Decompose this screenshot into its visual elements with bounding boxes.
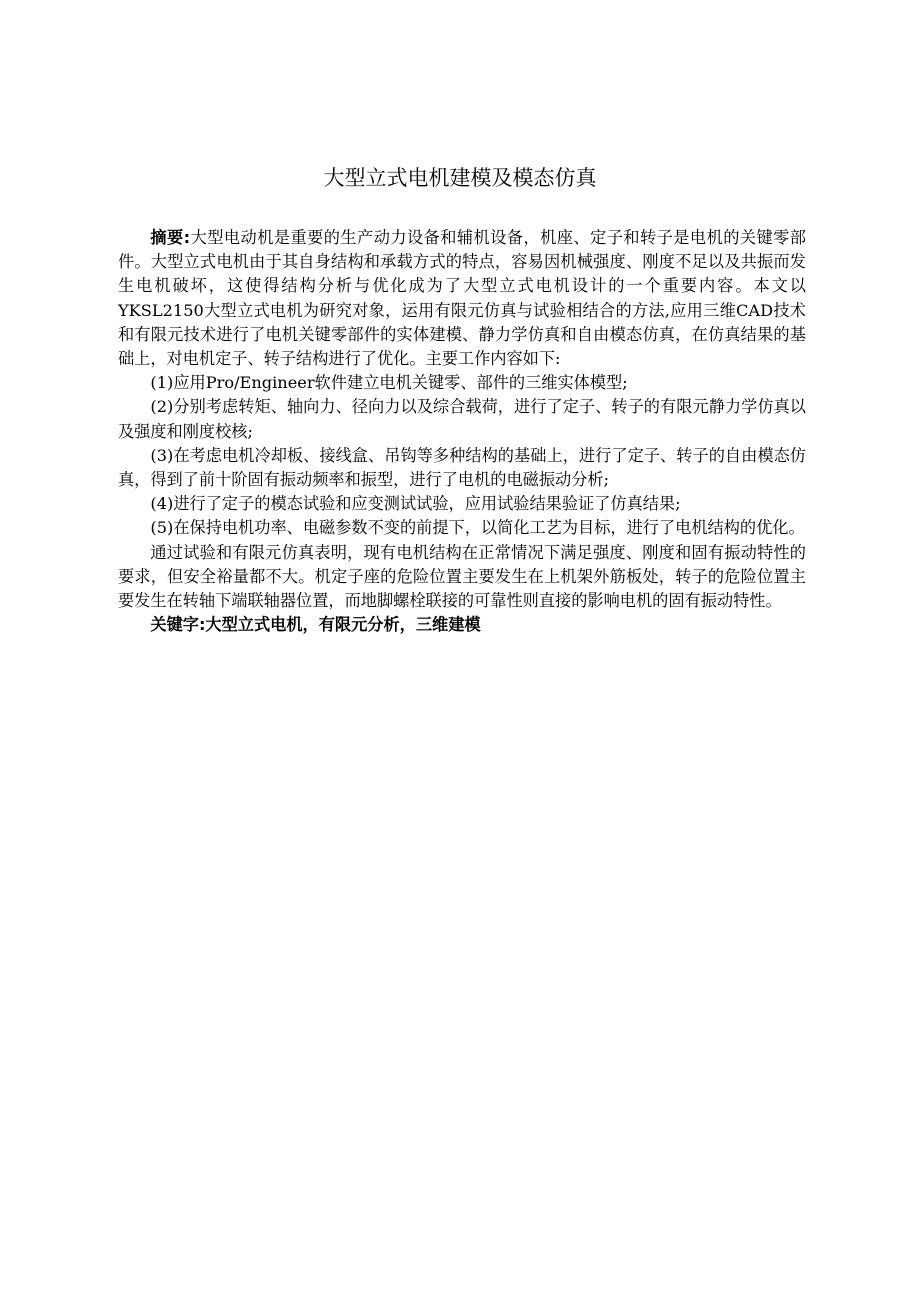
abstract-section — [118, 226, 806, 637]
work-item-1: (1)应用Pro/Engineer软件建立电机关键零、部件的三维实体模型; — [150, 373, 628, 393]
work-item-5: (5)在保持电机功率、电磁参数不变的前提下，以简化工艺为目标，进行了电机结构的优化。 — [150, 518, 805, 538]
document-title: 大型立式电机建模及模态仿真 — [323, 166, 597, 190]
work-item-4: (4)进行了定子的模态试验和应变测试试验，应用试验结果验证了仿真结果; — [150, 494, 681, 514]
keywords-line: 关键字:大型立式电机，有限元分析，三维建模 — [150, 615, 481, 635]
abstract-label: 摘要: — [150, 228, 191, 247]
abstract-intro-paragraph — [118, 226, 806, 371]
conclusion-paragraph: 通过试验和有限元仿真表明，现有电机结构在正常情况下满足强度、刚度和固有振动特性的要求，但安全裕量都不大。机定子座的危险位置主要发生在上机架外筋板处，转子的危险位置主要发生在转轴下端联轴器位置，而地脚螺栓联接的可靠性则直接的影响电机的固有振动特性。 — [118, 542, 806, 611]
work-item-2: (2)分别考虑转矩、轴向力、径向力以及综合载荷，进行了定子、转子的有限元静力学仿真以及强度和刚度校核; — [118, 397, 806, 441]
work-item-3: (3)在考虑电机冷却板、接线盒、吊钩等多种结构的基础上，进行了定子、转子的自由模态仿真，得到了前十阶固有振动频率和振型，进行了电机的电磁振动分析; — [118, 445, 806, 490]
abstract-intro-text: 大型电动机是重要的生产动力设备和辅机设备，机座、定子和转子是电机的关键零部件。大型立式电机由于其自身结构和承载方式的特点，容易因机械强度、刚度不足以及共振而发生电机破坏，这使得结构分析与优化成为了大型立式电机设计的一个重要内容。本文以YKSL2150大型立式电机为研究对象，运用有限元仿真与试验相结合的方法,应用三维CAD技术和有限元技术进行了电机关键零部件的实体建模、静力学仿真和自由模态仿真，在仿真结果的基础上，对电机定子、转子结构进行了优化。主要工作内容如下: — [118, 228, 806, 369]
